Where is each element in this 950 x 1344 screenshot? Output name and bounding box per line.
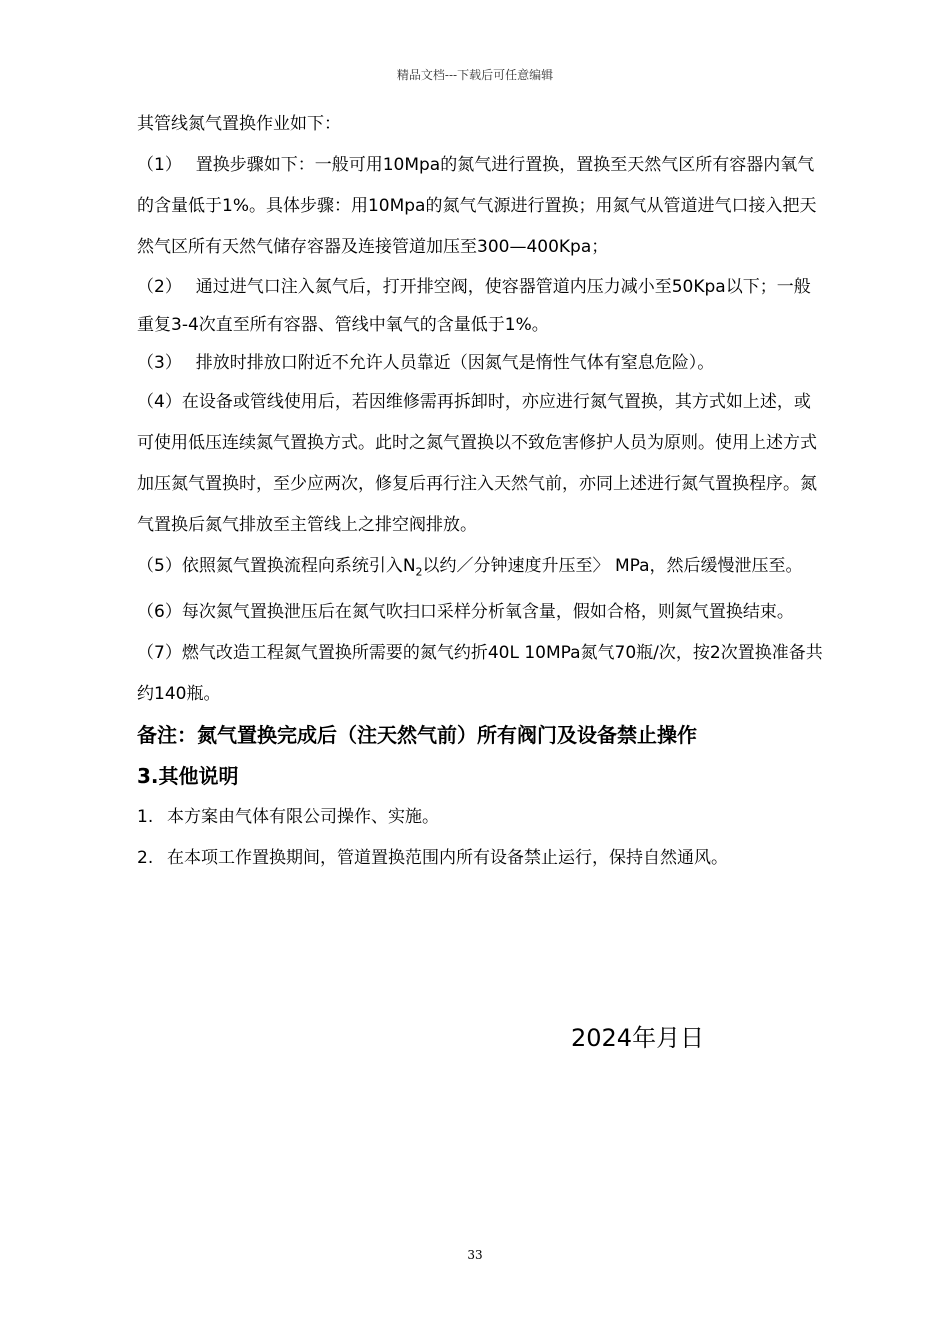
step-7-paragraph: （7）燃气改造工程氮气置换所需要的氮气约折40L 10MPa氮气70瓶/次，按2次置换准备共约140瓶。 — [137, 643, 823, 705]
document-body — [137, 104, 827, 879]
note-heading: 备注：氮气置换完成后（注天然气前）所有阀门及设备禁止操作 — [137, 723, 697, 748]
step-5-text-b: 以约／分钟速度升压至〉 MPa，然后缓慢泄压至。 — [422, 556, 803, 576]
page-header: 精品文档---下载后可任意编辑 — [396, 68, 554, 82]
list-item-number: 2. — [137, 848, 154, 869]
list-item-text: 本方案由气体有限公司操作、实施。 — [167, 807, 439, 828]
step-5-paragraph — [137, 546, 827, 592]
document-date: 2024年月日 — [571, 1024, 705, 1052]
list-item — [137, 797, 827, 838]
intro-paragraph: 其管线氮气置换作业如下： — [137, 114, 341, 134]
page-number: 33 — [467, 1248, 483, 1262]
list-item-number: 1. — [137, 807, 154, 828]
step-1-paragraph: （1） 置换步骤如下：一般可用10Mpa的氮气进行置换，置换至天然气区所有容器内氧气的含量低于1%。具体步骤：用10Mpa的氮气气源进行置换；用氮气从管道进气口接入把天然气区所有天然气储存容器及连接管道加压至300—400Kpa； — [137, 155, 817, 257]
step-3-paragraph: （3） 排放时排放口附近不允许人员靠近（因氮气是惰性气体有窒息危险）。 — [137, 353, 715, 373]
step-5-text-a: （5）依照氮气置换流程向系统引入N — [137, 556, 416, 576]
list-item-text: 在本项工作置换期间，管道置换范围内所有设备禁止运行，保持自然通风。 — [167, 848, 728, 869]
step-5-subscript: 2 — [415, 565, 423, 579]
step-2-paragraph: （2） 通过进气口注入氮气后，打开排空阀，使容器管道内压力减小至50Kpa以下；一般重复3-4次直至所有容器、管线中氧气的含量低于1%。 — [137, 277, 811, 335]
list-item — [137, 838, 827, 879]
section-title: 3.其他说明 — [137, 764, 239, 789]
step-4-paragraph: （4）在设备或管线使用后，若因维修需再拆卸时，亦应进行氮气置换，其方式如上述，或可使用低压连续氮气置换方式。此时之氮气置换以不致危害修护人员为原则。使用上述方式加压氮气置换时，至少应两次，修复后再行注入天然气前，亦同上述进行氮气置换程序。氮气置换后氮气排放至主管线上之排空阀排放。 — [137, 392, 817, 535]
step-6-paragraph: （6）每次氮气置换泄压后在氮气吹扫口采样分析氧含量，假如合格，则氮气置换结束。 — [137, 602, 794, 623]
